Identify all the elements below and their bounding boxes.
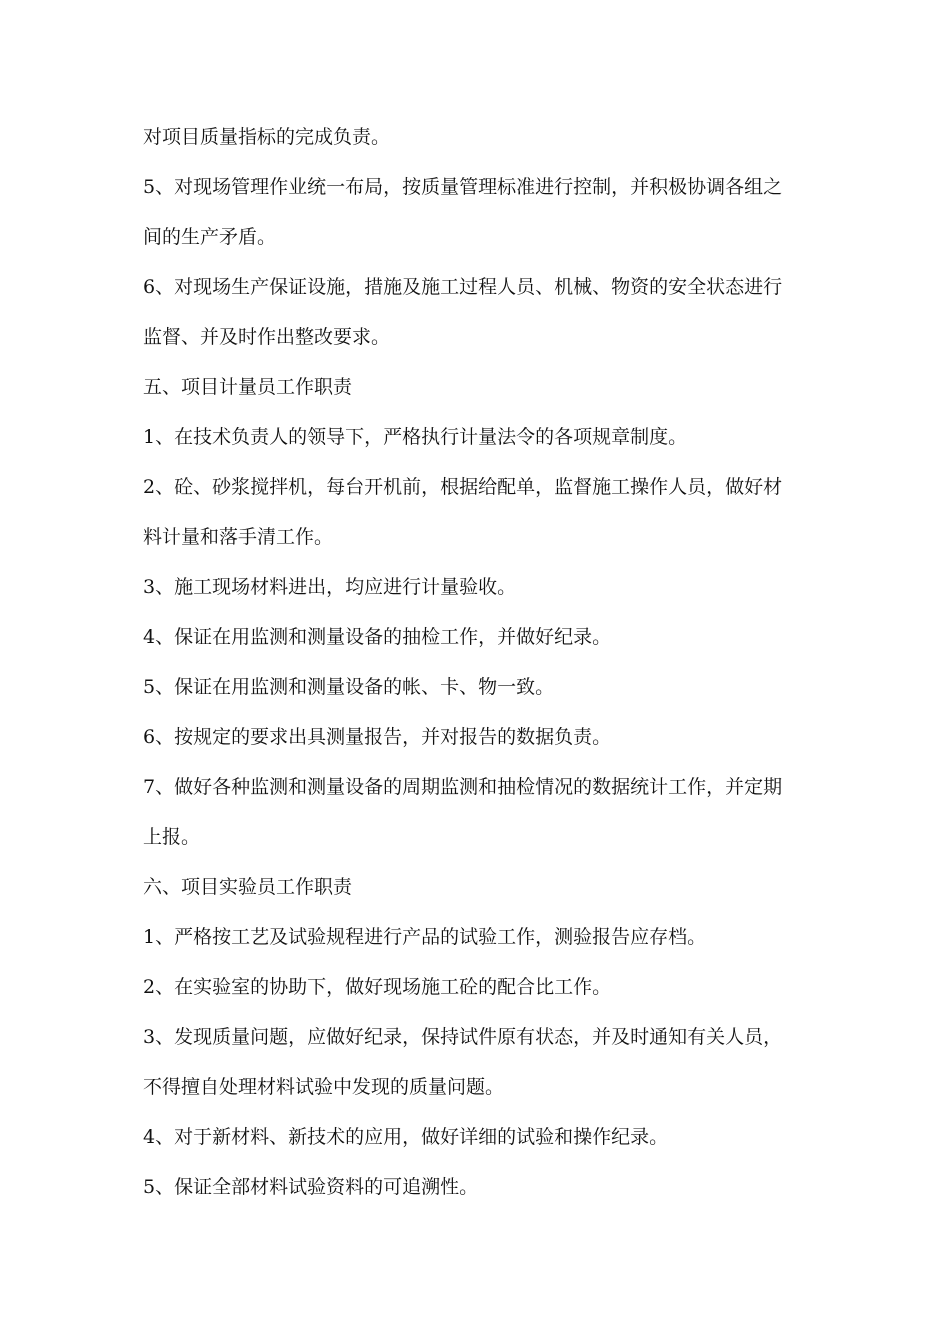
text-line: 监督、并及时作出整改要求。: [143, 326, 391, 348]
text-line: 间的生产矛盾。: [143, 226, 277, 248]
text-line: 4、保证在用监测和测量设备的抽检工作，并做好纪录。: [143, 626, 612, 648]
text-line: 1、在技术负责人的领导下，严格执行计量法令的各项规章制度。: [143, 426, 688, 448]
text-line: 对项目质量指标的完成负责。: [143, 126, 391, 148]
text-line: 5、对现场管理作业统一布局，按质量管理标准进行控制，并积极协调各组之: [143, 176, 783, 198]
text-line: 2、砼、砂浆搅拌机，每台开机前，根据给配单，监督施工操作人员，做好材: [143, 476, 783, 498]
text-line: 3、施工现场材料进出，均应进行计量验收。: [143, 576, 517, 598]
text-line: 2、在实验室的协助下，做好现场施工砼的配合比工作。: [143, 976, 612, 998]
section-heading-laboratory: 六、项目实验员工作职责: [143, 876, 353, 898]
text-line: 6、对现场生产保证设施，措施及施工过程人员、机械、物资的安全状态进行: [143, 276, 783, 298]
text-line: 4、对于新材料、新技术的应用，做好详细的试验和操作纪录。: [143, 1126, 669, 1148]
text-line: 6、按规定的要求出具测量报告，并对报告的数据负责。: [143, 726, 612, 748]
section-heading-measurement: 五、项目计量员工作职责: [143, 376, 353, 398]
text-line: 5、保证全部材料试验资料的可追溯性。: [143, 1176, 479, 1198]
text-line: 不得擅自处理材料试验中发现的质量问题。: [143, 1076, 505, 1098]
text-line: 料计量和落手清工作。: [143, 526, 334, 548]
text-line: 上报。: [143, 826, 201, 848]
document-body: [143, 118, 813, 1218]
text-line: 1、严格按工艺及试验规程进行产品的试验工作，测验报告应存档。: [143, 926, 707, 948]
text-line: 5、保证在用监测和测量设备的帐、卡、物一致。: [143, 676, 555, 698]
text-line: 7、做好各种监测和测量设备的周期监测和抽检情况的数据统计工作，并定期: [143, 776, 783, 798]
text-line: 3、发现质量问题，应做好纪录，保持试件原有状态，并及时通知有关人员，: [143, 1026, 783, 1048]
